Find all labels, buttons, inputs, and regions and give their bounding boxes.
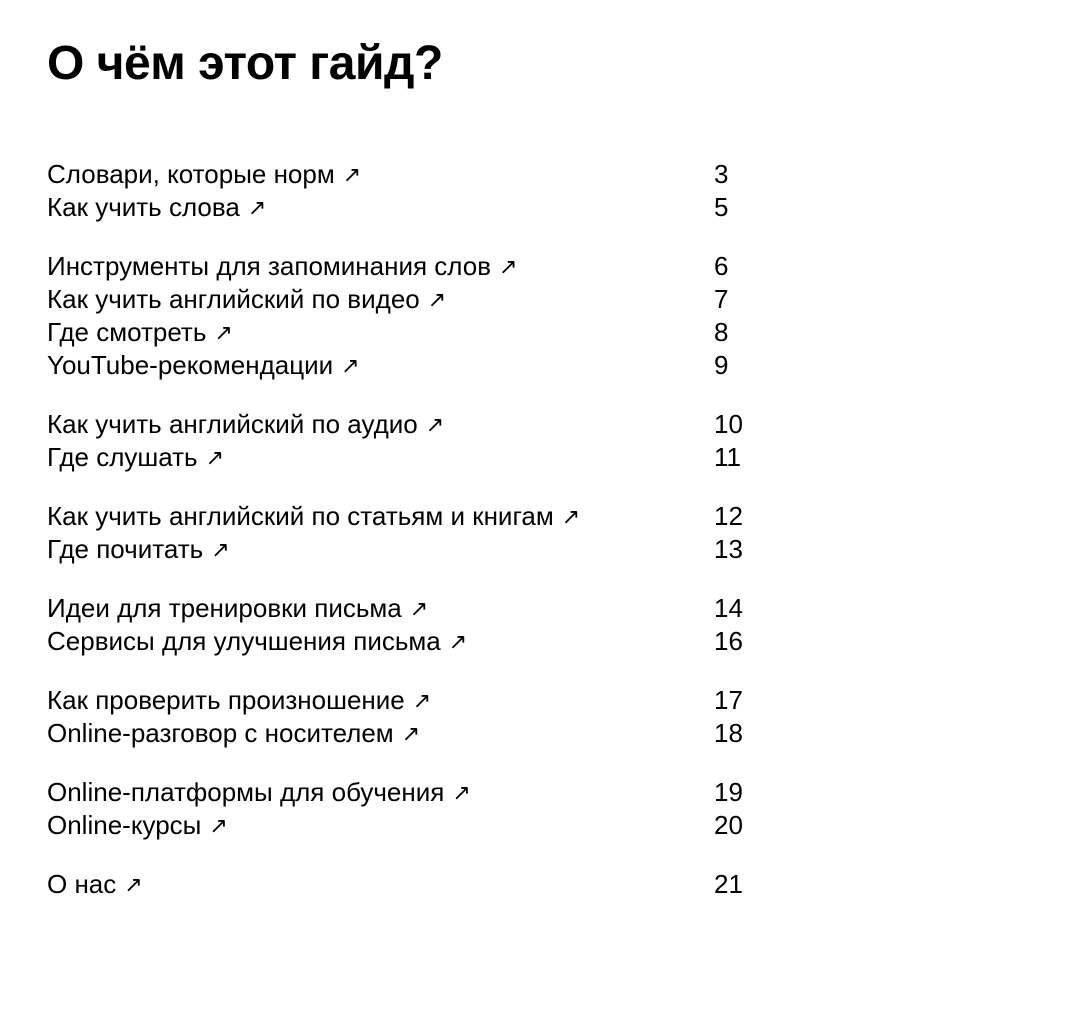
toc-item-label: Инструменты для запоминания слов [47,251,492,281]
toc-group [47,592,767,658]
toc-item-page: 8 [714,317,729,347]
arrow-up-right-icon: ↗ [401,721,421,746]
toc-item[interactable] [47,316,767,349]
toc-item[interactable] [47,158,767,191]
toc-item-label: Online-разговор с носителем [47,718,394,748]
toc-item-page: 9 [714,350,729,380]
toc-item[interactable] [47,500,767,533]
arrow-up-right-icon: ↗ [425,412,445,437]
toc-item-label-wrap [47,191,714,225]
toc-item-page: 7 [714,284,729,314]
toc-group [47,158,767,224]
toc-item[interactable] [47,441,767,474]
toc-item[interactable] [47,191,767,224]
toc-item[interactable] [47,533,767,566]
toc-item-label: Сервисы для улучшения письма [47,626,441,656]
arrow-up-right-icon: ↗ [409,596,429,621]
toc-group [47,408,767,474]
toc-group [47,776,767,842]
table-of-contents [47,158,767,927]
toc-item-label-wrap [47,283,714,317]
toc-item-page: 19 [714,777,743,807]
arrow-up-right-icon: ↗ [342,162,362,187]
toc-item[interactable] [47,592,767,625]
arrow-up-right-icon: ↗ [427,287,447,312]
toc-item-label: Идеи для тренировки письма [47,593,402,623]
toc-item-label-wrap [47,776,714,810]
toc-item-page: 11 [714,442,741,472]
toc-item-label: Как учить слова [47,192,240,222]
toc-item-label-wrap [47,316,714,350]
toc-item-label: YouTube-рекомендации [47,350,334,380]
toc-item-page: 5 [714,192,729,222]
toc-item-label: Как учить английский по видео [47,284,420,314]
toc-item[interactable] [47,809,767,842]
toc-item-page: 21 [714,869,743,899]
toc-item-page: 10 [714,409,743,439]
toc-item[interactable] [47,868,767,901]
toc-item-label: Online-платформы для обучения [47,777,445,807]
toc-item-page: 17 [714,685,743,715]
toc-group [47,868,767,901]
arrow-up-right-icon: ↗ [211,537,230,562]
arrow-up-right-icon: ↗ [341,353,360,378]
toc-item[interactable] [47,283,767,316]
toc-item-label-wrap [47,349,714,383]
toc-group [47,684,767,750]
arrow-up-right-icon: ↗ [412,688,432,713]
toc-item-label-wrap [47,441,714,475]
page-title: О чём этот гайд? [47,37,443,90]
toc-item-label-wrap [47,592,714,626]
toc-item-label-wrap [47,533,714,567]
toc-item-label-wrap [47,250,714,284]
toc-item-label: Словари, которые норм [47,159,335,189]
toc-item-label: Online-курсы [47,810,202,840]
toc-item[interactable] [47,625,767,658]
arrow-up-right-icon: ↗ [124,872,143,897]
arrow-up-right-icon: ↗ [214,320,233,345]
toc-group [47,250,767,382]
toc-item-label: О нас [47,869,117,899]
toc-group [47,500,767,566]
toc-item-label: Как проверить произношение [47,685,405,715]
toc-item[interactable] [47,250,767,283]
toc-item-label-wrap [47,158,714,192]
toc-item-page: 13 [714,534,743,564]
arrow-up-right-icon: ↗ [209,813,228,838]
toc-item-page: 14 [714,593,743,623]
toc-item-label-wrap [47,717,714,751]
toc-item[interactable] [47,717,767,750]
toc-item-label-wrap [47,868,714,902]
toc-item-label: Где почитать [47,534,204,564]
toc-item[interactable] [47,349,767,382]
arrow-up-right-icon: ↗ [452,780,471,805]
toc-item-label-wrap [47,500,714,534]
toc-item-page: 6 [714,251,729,281]
arrow-up-right-icon: ↗ [247,195,267,220]
toc-item-page: 20 [714,810,743,840]
toc-item-page: 16 [714,626,743,656]
arrow-up-right-icon: ↗ [499,254,518,279]
toc-item-page: 18 [714,718,743,748]
arrow-up-right-icon: ↗ [561,504,581,529]
toc-item-page: 3 [714,159,729,189]
toc-item-label-wrap [47,408,714,442]
toc-item[interactable] [47,408,767,441]
arrow-up-right-icon: ↗ [448,629,468,654]
toc-item[interactable] [47,776,767,809]
toc-item-label: Где смотреть [47,317,207,347]
toc-item-page: 12 [714,501,743,531]
arrow-up-right-icon: ↗ [205,445,225,470]
toc-item-label-wrap [47,625,714,659]
toc-item-label: Как учить английский по аудио [47,409,418,439]
toc-item-label: Где слушать [47,442,198,472]
toc-item-label-wrap [47,809,714,843]
toc-item-label-wrap [47,684,714,718]
toc-item-label: Как учить английский по статьям и книгам [47,501,554,531]
toc-item[interactable] [47,684,767,717]
